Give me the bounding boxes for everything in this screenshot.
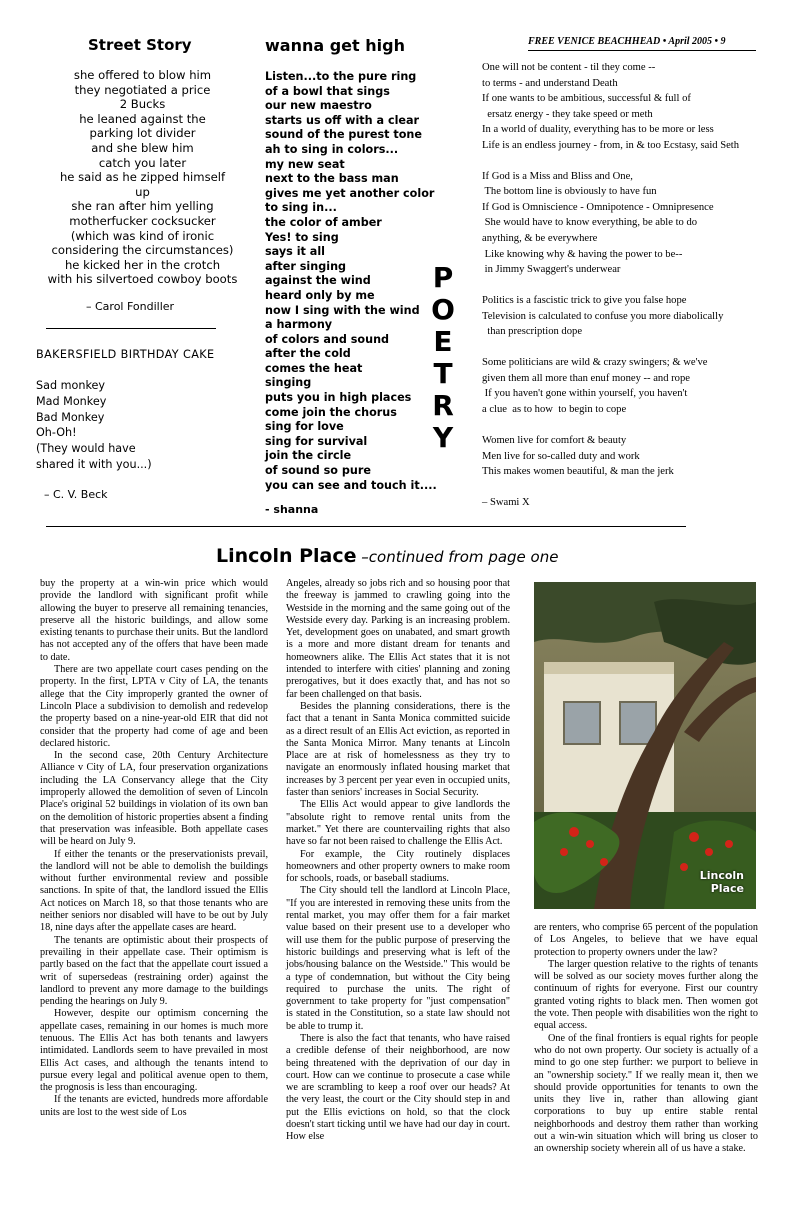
poem-line: after singing: [265, 259, 347, 273]
article-column-3: [534, 922, 758, 1156]
poem-line: In a world of duality, everything has to be more or less: [482, 124, 714, 136]
poem-line: If you haven't gone within yourself, you haven't: [482, 388, 688, 400]
poem-line: ah to sing in colors...: [265, 142, 399, 156]
poetry-vertical-label: [426, 262, 460, 454]
poem-line: he said as he zipped himself: [59, 170, 226, 185]
article-column-2: [286, 578, 510, 1144]
poem-line: One will not be content - til they come --: [482, 62, 656, 73]
poem-line: she ran after him yelling: [71, 199, 214, 214]
article-column-1: [40, 578, 268, 1119]
masthead-rule: [528, 50, 756, 51]
bakersfield-poem: [36, 378, 236, 473]
swami-poem: [482, 60, 772, 511]
article-paragraph: are renters, who comprise 65 percent of the population of Los Angeles, to believe that we have equal protection to property owners under the law?: [534, 922, 758, 958]
article-paragraph: One of the final frontiers is equal rights for people who do not own property. Our society is actually of a mind to go one step further: we purport to believe in an "ownership society." If we really mean it, then we should provide opportunities for tenants to own the units they live in, rather than allowing giant corporations to buy up entire stable rental neighborhoods and destroy them rather than working out a win-win situation which will bring us closer to an ownership society wherein all of us have a stake.: [534, 1032, 758, 1155]
poem-line: Life is an endless journey - from, in & too Ecstasy, said Seth: [482, 139, 740, 151]
poetry-letter: P: [432, 261, 454, 294]
poem-line: of a bowl that sings: [265, 84, 390, 98]
poem-line: Sad monkey: [36, 379, 106, 392]
poem-line: given them all more than enuf money -- and rope: [482, 372, 690, 384]
poem-line: a clue as to how to begin to cope: [482, 404, 627, 416]
poem-line: next to the bass man: [265, 172, 399, 186]
poem-line: against the wind: [265, 274, 371, 288]
poem-line: heard only by me: [265, 288, 375, 302]
poem-line: a harmony: [265, 318, 333, 332]
lincoln-place-title: Lincoln Place: [216, 545, 357, 567]
poem-line: Politics is a fascistic trick to give you false hope: [482, 295, 687, 307]
poem-line: says it all: [265, 245, 326, 259]
poem-line: after the cold: [265, 347, 351, 361]
poem-line: Television is calculated to confuse you more diabolically: [482, 310, 724, 322]
wanna-get-high-author: - shanna: [265, 503, 319, 516]
article-paragraph: Besides the planning considerations, there is the fact that a tenant in Santa Monica committed suicide as a direct result of an Ellis Act eviction, as reported in the Santa Monica Mirror. Many tenants at Lincoln Place are at risk of homelessness as they try to navigate an enormously inflated housing market that increases by 3 percent per year even in occupied units, faster than seniors' increases in Social Security.: [286, 700, 510, 799]
poem-line: join the circle: [265, 449, 352, 463]
poem-line: now I sing with the wind: [265, 303, 420, 317]
poem-line: you can see and touch it....: [265, 478, 437, 492]
article-paragraph: However, despite our optimism concerning the appellate cases, remaining in our homes is much more tenuous. The Ellis Act has both tenants and lawyers intimidated. Landlords seem to have prevailed in most Ellis Act cases, and although the tenants intend to pursue every legal and political avenue open to them, the prognosis is less than encouraging.: [40, 1008, 268, 1094]
poem-line: Oh-Oh!: [36, 426, 77, 440]
article-paragraph: For example, the City routinely displaces homeowners and other property owners to make room for schools, roads, or baseball stadiums.: [286, 848, 510, 885]
poem-line: Yes! to sing: [265, 230, 339, 244]
poem-line: she offered to blow him: [73, 68, 212, 82]
poem-line: Women live for comfort & beauty: [482, 435, 627, 447]
poem-line: he kicked her in the crotch: [64, 257, 221, 272]
poem-line: starts us off with a clear: [265, 113, 420, 127]
street-story-title: Street Story: [88, 36, 192, 54]
poem-line: [482, 480, 772, 496]
article-paragraph: The larger question relative to the rights of tenants will be solved as our society moves further along the continuum of rights for everyone. First our country granted voting rights to black men. Then women got the vote. Then people with disabilities won the right to equal access.: [534, 958, 758, 1032]
lincoln-place-photo: [534, 582, 756, 909]
poem-line: to sing in...: [265, 201, 337, 215]
bakersfield-author: – C. V. Beck: [44, 488, 108, 501]
poem-line: She would have to know everything, be able to do: [482, 217, 698, 229]
poetry-letter: T: [433, 357, 453, 390]
poem-line: Men live for so-called duty and work: [482, 450, 640, 462]
poem-line: [482, 418, 772, 434]
poem-line: (which was kind of ironic: [70, 228, 215, 243]
poem-line: singing: [265, 376, 312, 390]
poem-line: our new maestro: [265, 99, 372, 113]
poem-line: of sound so pure: [265, 464, 371, 478]
article-paragraph: Angeles, already so jobs rich and so housing poor that the freeway is jammed to crawling going into the Westside in the morning and the same going out of the Westside every day. Parking is an increasing problem. Yet, development goes on unabated, and smart growth is a more and more distant dream for tenants and homeowners alike. The Ellis Act states that it is not intended to interfere with cities' planning and zoning prerogatives, but it does exactly that, and has not so far been challenged on that basis.: [286, 578, 510, 700]
poem-line: ersatz energy - they take speed or meth: [482, 108, 653, 120]
poem-line: sound of the purest tone: [265, 128, 422, 142]
poem-line: anything, & be everywhere: [482, 233, 598, 245]
poem-line: of colors and sound: [265, 332, 390, 346]
poetry-letter: E: [433, 325, 453, 358]
poem-line: my new seat: [265, 157, 345, 171]
poem-line: sing for love: [265, 420, 344, 434]
poem-line: they negotiated a price: [74, 82, 211, 97]
photo-illustration: [534, 582, 756, 909]
poem-line: If one wants to be ambitious, successful & full of: [482, 93, 691, 105]
poem-line: If God is Omniscience - Omnipotence - Omnipresence: [482, 201, 714, 213]
lincoln-place-subheading: –continued from page one: [356, 548, 559, 566]
article-paragraph: buy the property at a win-win price which would provide the landlord with significant profit while allowing the buyer to preserve all remaining tenancies, preserve all the historic buildings, and allow some existing tenants to purchase their units. But the landlord has not accepted any of the offers that have been made to date.: [40, 578, 268, 663]
poem-line: with his silvertoed cowboy boots: [47, 272, 238, 287]
poem-line: gives me yet another color: [265, 186, 435, 200]
poem-line: – Swami X: [482, 497, 530, 509]
poem-line: motherfucker cocksucker: [69, 213, 216, 228]
poem-line: shared it with you...): [36, 457, 152, 471]
article-paragraph: If the tenants are evicted, hundreds more affordable units are lost to the west side of Los: [40, 1094, 268, 1118]
poem-line: up: [135, 184, 150, 199]
poem-line: Like knowing why & having the power to be--: [482, 248, 683, 260]
wanna-get-high-title: wanna get high: [265, 36, 405, 55]
poem-line: comes the heat: [265, 361, 363, 375]
bakersfield-title: BAKERSFIELD BIRTHDAY CAKE: [36, 348, 215, 361]
poem-line: (They would have: [36, 442, 136, 456]
poem-line: [482, 153, 772, 169]
poem-line: in Jimmy Swaggert's underwear: [482, 264, 621, 276]
poem-line: The bottom line is obviously to have fun: [482, 186, 657, 198]
lincoln-place-heading: [216, 545, 558, 567]
divider-main: [46, 526, 686, 527]
poem-line: catch you later: [98, 155, 187, 170]
poem-line: to terms - and understand Death: [482, 77, 618, 89]
poetry-letter: Y: [432, 421, 454, 454]
article-paragraph: The Ellis Act would appear to give landlords the "absolute right to remove rental units from the market." Yet there are countervailing rights that also have so far not been raised to challenge the Ellis Act.: [286, 799, 510, 848]
poetry-letter: R: [432, 389, 454, 422]
poem-line: parking lot divider: [89, 126, 196, 141]
article-paragraph: There is also the fact that tenants, who have raised a credible defense of their neighborhood, are now being threatened with the deprivation of our day in court. How can we continue to prosecute a case while we are scrambling to keep a roof over our heads? At the very least, the court or the City should step in and put the Ellis evictions on hold, so that the clock doesn't start ticking until we have had our day in court. How else: [286, 1032, 510, 1143]
poem-line: and she blew him: [91, 140, 194, 155]
poem-line: This makes women beautiful, & man the jerk: [482, 466, 674, 478]
poem-line: considering the circumstances): [51, 243, 234, 258]
poem-line: [482, 278, 772, 294]
article-paragraph: If either the tenants or the preservationists prevail, the landlord will not be able to demolish the buildings without further environmental review and possible sanctions. In spite of that, the landlord issued the Ellis Act notices on March 18, so that those tenants who are neither seniors nor disabled will have to be out by July 18, nine days after the appellate cases are heard.: [40, 848, 268, 934]
article-paragraph: The City should tell the landlord at Lincoln Place, "If you are interested in removing these units from the rental market, you may offer them for a fair market value based on their present use to a developer who will use them for the public purpose of preserving the historic buildings and preserving what is left of the jobs/housing balance on the Westside." This would be a type of condemnation, but without the City being required to purchase the units. The right of government to take property for "just compensation" is stated in the Constitution, so a state law should not be able to trump it.: [286, 885, 510, 1032]
article-paragraph: There are two appellate court cases pending on the property. In the first, LPTA v City of LA, the tenants allege that the City improperly granted the owner of Lincoln Place a subdivision to demolish and redevelop the property based on a nine-year-old EIR that did not consider that the property had come of age and been declared historic.: [40, 664, 268, 749]
street-story-author: – Carol Fondiller: [86, 300, 175, 313]
poem-line: Listen...to the pure ring: [265, 70, 417, 83]
poem-line: than prescription dope: [482, 326, 583, 338]
poem-line: Bad Monkey: [36, 410, 105, 424]
poem-line: If God is a Miss and Bliss and One,: [482, 170, 633, 182]
divider-left: [46, 328, 216, 329]
poem-line: he leaned against the: [79, 111, 206, 126]
wanna-get-high-poem: [265, 70, 445, 493]
poem-line: sing for survival: [265, 434, 368, 448]
article-paragraph: The tenants are optimistic about their prospects of prevailing in their appellate case. Their optimism is partly based on the fact that the appellate court issued a writ of supersedeas (restraining order) against the landlord to prevent any more damage to the buildings pending the hearings on July 9.: [40, 934, 268, 1008]
photo-caption: Lincoln Place: [699, 869, 744, 895]
article-paragraph: In the second case, 20th Century Architecture Alliance v City of LA, four preservation organizations including the LA Conservancy allege that the City improperly allowed the demolition of seven of Lincoln Place's original 52 buildings in violation of its own ban on the demolition of historic properties absent a finding that preservation was infeasible. Both appellate cases will be heard on July 9.: [40, 750, 268, 848]
poem-line: Some politicians are wild & crazy swingers; & we've: [482, 357, 708, 369]
poem-line: the color of amber: [265, 215, 382, 229]
poem-line: come join the chorus: [265, 405, 397, 419]
masthead: FREE VENICE BEACHHEAD • April 2005 • 9: [528, 36, 726, 47]
street-story-poem: [30, 68, 255, 287]
poem-line: puts you in high places: [265, 391, 412, 405]
poem-line: [482, 340, 772, 356]
poem-line: 2 Bucks: [119, 97, 166, 112]
poetry-letter: O: [431, 293, 455, 326]
poem-line: Mad Monkey: [36, 394, 107, 408]
